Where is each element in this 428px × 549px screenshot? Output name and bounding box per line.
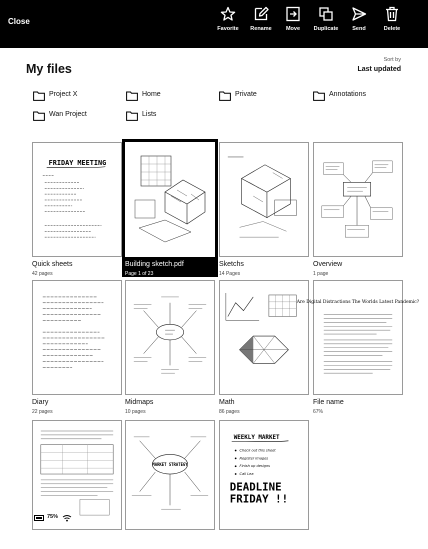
folder-lists[interactable] [126,110,206,122]
file-name: File name [313,399,344,406]
file-thumbnail [219,280,309,395]
file-name: Building sketch.pdf [125,261,184,268]
file-meta: Page 1 of 23 [125,271,154,277]
send-icon [351,6,367,22]
favorite-button[interactable]: Favorite [210,6,246,32]
file-thumbnail [296,280,420,395]
rename-button[interactable]: Rename [243,6,279,32]
wifi-icon [62,514,72,522]
handwritten-title: MARKET STRATEGY [152,462,188,468]
folder-icon [126,91,138,101]
folder-home[interactable] [126,90,206,102]
folder-private[interactable] [219,90,299,102]
folder-label: Annotations [329,91,366,98]
folder-label: Project X [49,91,78,98]
sort-dropdown[interactable]: Last updated [357,66,401,73]
toolbar [0,0,428,48]
handwritten-title: WEEKLY MARKET [233,434,280,441]
battery-level: 75% [47,514,59,520]
sort-label: Sort by [383,57,401,63]
file-meta: 14 Pages [219,271,241,277]
document-title: Are Digital Distractions The Worlds Latest Pandemic? [296,299,420,305]
handwritten-item: Register images [239,456,269,461]
file-thumbnail [219,142,309,257]
file-meta: 67% [313,409,324,415]
file-name: Diary [32,399,49,406]
folder-label: Lists [142,111,157,118]
file-name: Math [219,399,235,406]
close-button[interactable]: Close [8,17,30,26]
folder-icon [219,91,231,101]
folder-annotations[interactable] [313,90,403,102]
star-icon [220,6,236,22]
pencil-icon [253,6,269,22]
file-thumbnail [32,420,122,530]
folder-icon [33,111,45,121]
send-button[interactable]: Send [341,6,377,32]
handwritten-item: Check out this sheet [239,448,276,453]
file-meta: 42 pages [32,271,53,277]
file-name: Midmaps [125,399,154,406]
delete-button[interactable]: Delete [374,6,410,32]
folder-label: Private [235,91,257,98]
folder-icon [33,91,45,101]
duplicate-icon [318,6,334,22]
file-thumbnail [32,142,122,257]
folder-project-x[interactable] [33,90,113,102]
file-meta: 22 pages [32,409,53,415]
handwritten-title: FRIDAY MEETING [48,158,107,167]
folder-wan-project[interactable] [33,110,113,122]
file-meta: 1 page [313,271,329,277]
file-thumbnail [313,142,403,257]
file-name: Quick sheets [32,261,73,268]
file-meta: 10 pages [125,409,146,415]
battery-icon [34,515,44,521]
duplicate-button[interactable]: Duplicate [308,6,344,32]
move-button[interactable]: Move [275,6,311,32]
folder-label: Home [142,91,161,98]
folder-icon [313,91,325,101]
handwritten-item: Finish up designs [239,464,271,469]
file-name: Overview [313,261,343,268]
file-name: Sketchs [219,261,244,268]
handwritten-deadline: DEADLINE FRIDAY !! [229,480,289,506]
folder-label: Wan Project [49,111,87,118]
file-thumbnail [125,142,215,257]
file-thumbnail [125,420,215,530]
folder-icon [126,111,138,121]
page-title: My files [26,62,72,76]
handwritten-item: Call Lea [239,472,254,476]
file-thumbnail [32,280,122,395]
file-meta: 86 pages [219,409,240,415]
file-thumbnail [219,420,309,530]
file-thumbnail [125,280,215,395]
move-icon [285,6,301,22]
trash-icon [384,6,400,22]
